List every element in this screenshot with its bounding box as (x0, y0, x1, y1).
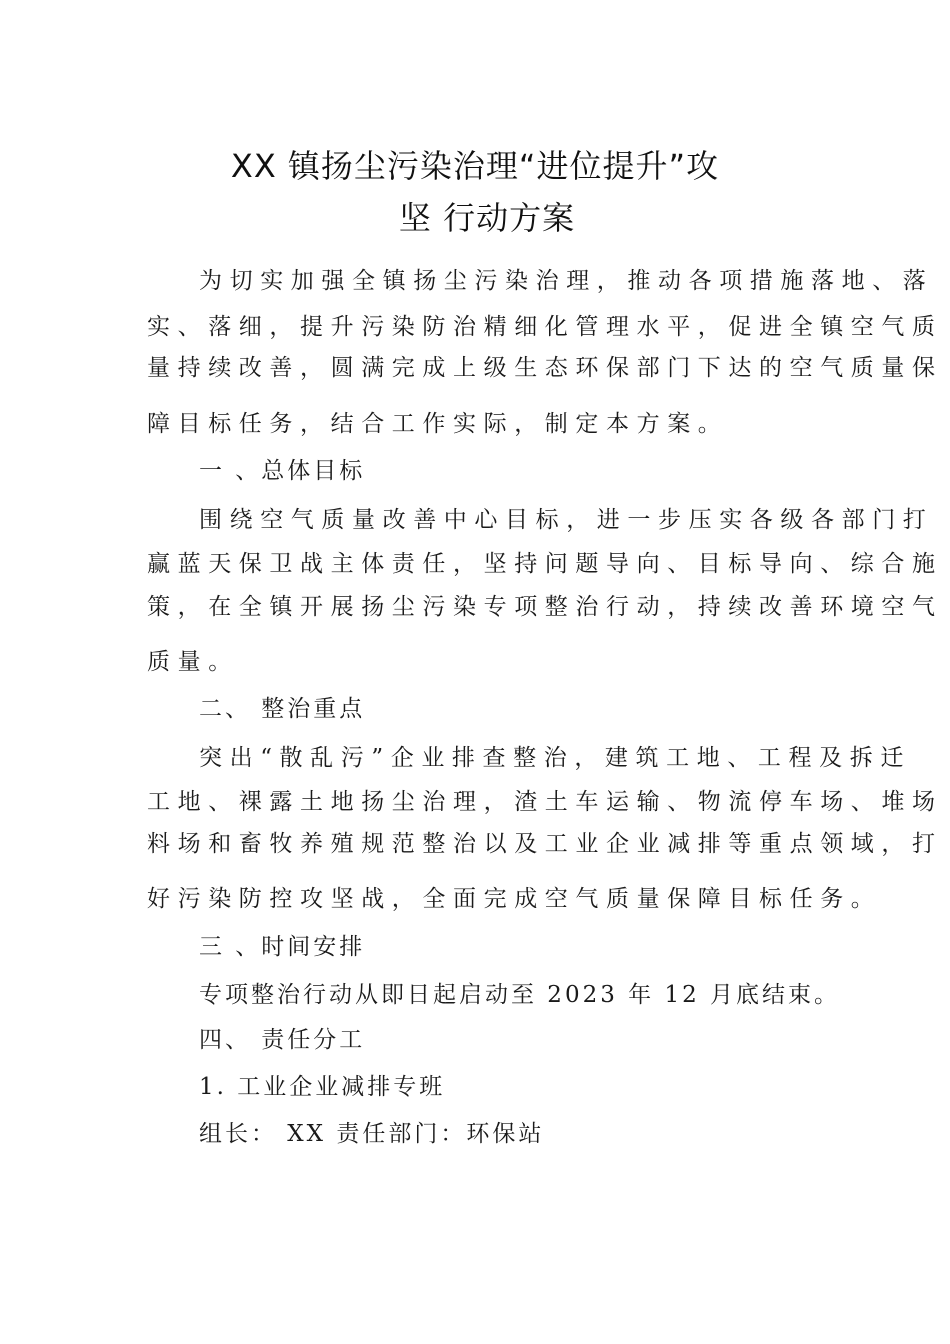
section-heading-2: 二、 整治重点 (199, 696, 366, 722)
section-2-line: 工地、裸露土地扬尘治理，渣土车运输、物流停车场、堆场 (147, 789, 943, 815)
section-heading-3: 三 、时间安排 (199, 934, 366, 960)
section-heading-1: 一 、总体目标 (199, 458, 366, 484)
section-2-line: 突出“散乱污”企业排查整治，建筑工地、工程及拆迁 (199, 745, 911, 771)
intro-line: 量持续改善，圆满完成上级生态环保部门下达的空气质量保 (147, 355, 943, 381)
intro-line: 为切实加强全镇扬尘污染治理，推动各项措施落地、落 (199, 268, 934, 294)
section-2-line: 料场和畜牧养殖规范整治以及工业企业减排等重点领域，打 (147, 831, 943, 857)
intro-line: 障目标任务，结合工作实际，制定本方案。 (147, 411, 729, 437)
section-1-line: 质量。 (147, 649, 239, 675)
intro-line: 实、落细，提升污染防治精细化管理水平，促进全镇空气质 (147, 314, 943, 340)
document-title-line-2: 坚 行动方案 (398, 199, 576, 237)
section-1-line: 策，在全镇开展扬尘污染专项整治行动，持续改善环境空气 (147, 594, 943, 620)
section-3-line: 专项整治行动从即日起启动至 2023 年 12 月底结束。 (199, 982, 841, 1008)
item-detail-1: 组长： XX 责任部门：环保站 (199, 1121, 545, 1147)
section-1-line: 赢蓝天保卫战主体责任，坚持问题导向、目标导向、综合施 (147, 551, 943, 577)
section-2-line: 好污染防控攻坚战，全面完成空气质量保障目标任务。 (147, 886, 882, 912)
document-title-line-1: XX 镇扬尘污染治理“进位提升”攻 (230, 147, 720, 185)
section-1-line: 围绕空气质量改善中心目标，进一步压实各级各部门打 (199, 507, 934, 533)
item-heading-1: 1. 工业企业减排专班 (199, 1074, 446, 1100)
section-heading-4: 四、 责任分工 (199, 1027, 366, 1053)
